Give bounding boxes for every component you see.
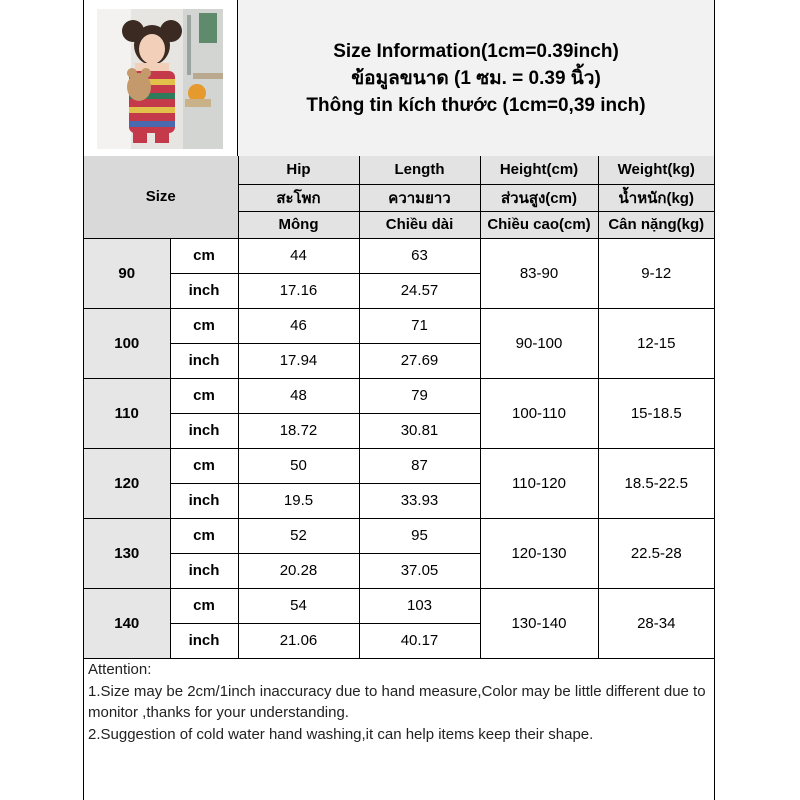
length-inch: 30.81 xyxy=(359,413,480,448)
unit-inch: inch xyxy=(170,413,238,448)
photo-cell xyxy=(84,0,238,156)
unit-cm: cm xyxy=(170,518,238,553)
weight-range: 15-18.5 xyxy=(598,378,714,448)
hip-cm: 50 xyxy=(238,448,359,483)
height-range: 90-100 xyxy=(480,308,598,378)
height-header-thai: ส่วนสูง(cm) xyxy=(480,184,598,211)
table-row xyxy=(84,448,714,483)
unit-inch: inch xyxy=(170,343,238,378)
hip-cm: 54 xyxy=(238,588,359,623)
girl-in-jumpsuit-illustration xyxy=(97,9,223,149)
length-inch: 37.05 xyxy=(359,553,480,588)
unit-cm: cm xyxy=(170,238,238,273)
hip-inch: 20.28 xyxy=(238,553,359,588)
title-english: Size Information(1cm=0.39inch) xyxy=(333,40,619,62)
weight-header-thai: น้ำหนัก(kg) xyxy=(598,184,714,211)
height-range: 83-90 xyxy=(480,238,598,308)
chart-header xyxy=(84,0,714,157)
weight-header: Weight(kg) xyxy=(598,156,714,184)
attention-note-2: 2.Suggestion of cold water hand washing,it can help items keep their shape. xyxy=(88,725,594,743)
hip-cm: 44 xyxy=(238,238,359,273)
length-inch: 40.17 xyxy=(359,623,480,658)
size-chart-sheet xyxy=(83,0,715,800)
weight-range: 9-12 xyxy=(598,238,714,308)
attention-notes xyxy=(84,657,714,747)
length-cm: 95 xyxy=(359,518,480,553)
length-cm: 103 xyxy=(359,588,480,623)
hip-inch: 21.06 xyxy=(238,623,359,658)
length-header-vietnamese: Chiều dài xyxy=(359,211,480,238)
size-value: 110 xyxy=(84,378,170,448)
size-value: 120 xyxy=(84,448,170,518)
hip-inch: 19.5 xyxy=(238,483,359,518)
attention-heading: Attention: xyxy=(88,661,152,678)
size-header: Size xyxy=(84,156,238,238)
hip-cm: 48 xyxy=(238,378,359,413)
header-row-english xyxy=(84,156,714,184)
length-cm: 71 xyxy=(359,308,480,343)
table-row xyxy=(84,308,714,343)
table-row xyxy=(84,378,714,413)
weight-header-vietnamese: Cân nặng(kg) xyxy=(598,211,714,238)
height-range: 110-120 xyxy=(480,448,598,518)
hip-inch: 17.94 xyxy=(238,343,359,378)
weight-range: 12-15 xyxy=(598,308,714,378)
height-header-vietnamese: Chiều cao(cm) xyxy=(480,211,598,238)
weight-range: 18.5-22.5 xyxy=(598,448,714,518)
title-thai: ข้อมูลขนาด (1 ซม. = 0.39 นิ้ว) xyxy=(351,67,601,89)
height-header: Height(cm) xyxy=(480,156,598,184)
height-range: 100-110 xyxy=(480,378,598,448)
length-header: Length xyxy=(359,156,480,184)
size-value: 100 xyxy=(84,308,170,378)
height-range: 120-130 xyxy=(480,518,598,588)
size-value: 140 xyxy=(84,588,170,658)
title-vietnamese: Thông tin kích thước (1cm=0,39 inch) xyxy=(306,94,646,116)
hip-header: Hip xyxy=(238,156,359,184)
length-inch: 33.93 xyxy=(359,483,480,518)
unit-inch: inch xyxy=(170,273,238,308)
hip-cm: 52 xyxy=(238,518,359,553)
unit-inch: inch xyxy=(170,483,238,518)
unit-inch: inch xyxy=(170,553,238,588)
table-row xyxy=(84,588,714,623)
unit-cm: cm xyxy=(170,308,238,343)
weight-range: 28-34 xyxy=(598,588,714,658)
length-cm: 87 xyxy=(359,448,480,483)
size-value: 90 xyxy=(84,238,170,308)
length-inch: 27.69 xyxy=(359,343,480,378)
unit-cm: cm xyxy=(170,588,238,623)
hip-inch: 17.16 xyxy=(238,273,359,308)
table-row xyxy=(84,238,714,273)
height-range: 130-140 xyxy=(480,588,598,658)
length-cm: 79 xyxy=(359,378,480,413)
hip-header-vietnamese: Mông xyxy=(238,211,359,238)
hip-cm: 46 xyxy=(238,308,359,343)
size-value: 130 xyxy=(84,518,170,588)
unit-inch: inch xyxy=(170,623,238,658)
product-photo xyxy=(97,9,223,149)
length-inch: 24.57 xyxy=(359,273,480,308)
hip-header-thai: สะโพก xyxy=(238,184,359,211)
attention-note-1: 1.Size may be 2cm/1inch inaccuracy due to hand measure,Color may be little different due to monitor ,thanks for your understanding. xyxy=(88,682,706,721)
weight-range: 22.5-28 xyxy=(598,518,714,588)
size-table xyxy=(84,156,714,659)
hip-inch: 18.72 xyxy=(238,413,359,448)
unit-cm: cm xyxy=(170,448,238,483)
length-header-thai: ความยาว xyxy=(359,184,480,211)
unit-cm: cm xyxy=(170,378,238,413)
table-row xyxy=(84,518,714,553)
size-information-title xyxy=(238,0,714,156)
length-cm: 63 xyxy=(359,238,480,273)
